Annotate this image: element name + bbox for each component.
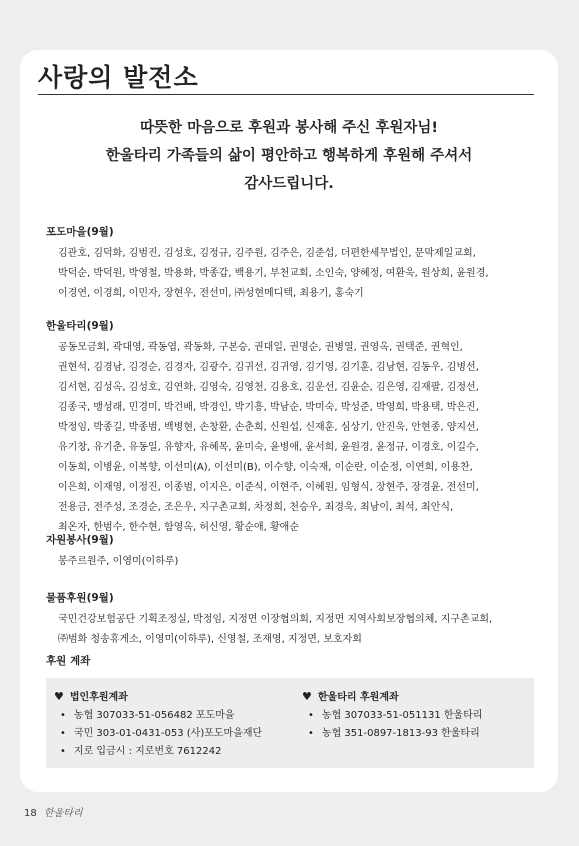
donor-line: 김서현, 김성옥, 김성호, 김연화, 김영숙, 김영천, 김용호, 김운선, 김윤순, 김은영, 김재팔, 김정선,: [58, 382, 479, 393]
page-title: 사랑의 발전소: [38, 63, 199, 92]
accounts-box: [46, 678, 534, 768]
intro-line: 감사드립니다.: [244, 176, 334, 192]
bullet-icon: •: [308, 728, 314, 739]
section-title: 한울타리(9월): [46, 320, 114, 332]
title-divider: [38, 94, 534, 95]
bullet-icon: •: [308, 710, 314, 721]
bullet-icon: •: [60, 746, 66, 757]
donor-line: 권현석, 김경남, 김경순, 김경자, 김광수, 김귀선, 김귀영, 김기영, 김기훈, 김남현, 김동우, 김병선,: [58, 362, 479, 373]
intro-line: 따뜻한 마음으로 후원과 봉사해 주신 후원자님!: [140, 120, 438, 136]
donor-line: 이동희, 이병윤, 이복향, 이선미(A), 이선미(B), 이수향, 이숙재, 이순란, 이순정, 이연희, 이용찬,: [58, 462, 473, 473]
section-title: 포도마을(9월): [46, 226, 114, 238]
section-title: 물품후원(9월): [46, 592, 114, 604]
account-heading: ♥ 법인후원계좌: [54, 690, 128, 703]
donor-list: [46, 610, 540, 650]
account-item: • 농협 351-0897-1813-93 한울타리: [308, 728, 480, 739]
account-item: • 농협 307033-51-056482 포도마을: [60, 710, 235, 721]
section-hanultari: [46, 316, 540, 538]
section-volunteer: [46, 530, 540, 572]
account-heading: ♥ 한울타리 후원계좌: [302, 690, 399, 703]
donor-list: [46, 338, 540, 538]
donor-line: 최온자, 한범수, 한수현, 함영옥, 허신영, 황순애, 황애순: [58, 522, 300, 533]
section-podomaeul: [46, 222, 540, 304]
donor-line: 김종국, 맹성래, 민경미, 박건배, 박경인, 박기흥, 박남순, 박미숙, 박성준, 박영희, 박용택, 박은진,: [58, 402, 479, 413]
account-item: • 국민 303-01-0431-053 (사)포도마을재단: [60, 728, 263, 739]
donor-line: 이경연, 이경희, 이민자, 장현우, 전선미, ㈜성현메디텍, 최용기, 홍숙기: [58, 288, 364, 299]
donor-line: 유기창, 유기춘, 유동일, 유향자, 유혜목, 윤미숙, 윤병애, 윤서희, 윤원경, 윤정규, 이경호, 이길수,: [58, 442, 479, 453]
heart-icon: ♥: [302, 690, 312, 703]
section-goods: [46, 588, 540, 650]
intro-line: 한울타리 가족들의 삶이 평안하고 행복하게 후원해 주셔서: [105, 148, 473, 164]
corporate-account-column: [54, 688, 262, 761]
section-title: 자원봉사(9월): [46, 534, 114, 546]
donor-line: 봉주르원주, 이영미(이하루): [58, 556, 179, 567]
donor-list: [46, 244, 540, 304]
bullet-icon: •: [60, 710, 66, 721]
bullet-icon: •: [60, 728, 66, 739]
footer-logo: 한울타리: [43, 808, 83, 819]
donor-line: 전용금, 전주성, 조경순, 조은우, 지구촌교회, 차정희, 천승우, 최경욱, 최남이, 최석, 최안식,: [58, 502, 454, 513]
accounts-title: 후원 계좌: [46, 655, 91, 667]
account-item: • 농협 307033-51-051131 한울타리: [308, 710, 483, 721]
donor-line: ㈜범화 청송휴게소, 이영미(이하루), 신영철, 조재영, 지정면, 보호자회: [58, 634, 362, 645]
account-item: • 지로 입금시 : 지로번호 7612242: [60, 746, 222, 757]
donor-line: 김관호, 김덕화, 김범진, 김성호, 김정규, 김주원, 김주은, 김준섭, 더편한세무법인, 문막제일교회,: [58, 248, 476, 259]
page-number: 18: [24, 808, 37, 819]
page-footer: [24, 804, 83, 819]
donor-line: 국민건강보험공단 기획조정실, 박정임, 지정면 이장협의회, 지정면 지역사회보장협의체, 지구촌교회,: [58, 614, 493, 625]
donor-line: 박정임, 박종길, 박종범, 백병현, 손창환, 손춘희, 신원섭, 신재훈, 심상기, 안진욱, 안현종, 양지선,: [58, 422, 479, 433]
content-card: [20, 50, 558, 792]
hanultari-account-column: [302, 688, 483, 743]
donor-line: 공동모금회, 곽대영, 곽동엽, 곽동화, 구본승, 권대일, 권명순, 권병열, 권영옥, 권택준, 권혁인,: [58, 342, 463, 353]
donor-list: [46, 552, 540, 572]
intro-message: [40, 114, 538, 198]
donor-line: 이은희, 이재영, 이정진, 이종범, 이지은, 이준식, 이현주, 이혜원, 임형식, 장현주, 장경윤, 전선미,: [58, 482, 479, 493]
donor-line: 박덕순, 박덕원, 박영철, 박용화, 박종갑, 백용기, 부천교회, 소인숙, 양혜정, 여환욱, 원상희, 윤원경,: [58, 268, 489, 279]
heart-icon: ♥: [54, 690, 64, 703]
